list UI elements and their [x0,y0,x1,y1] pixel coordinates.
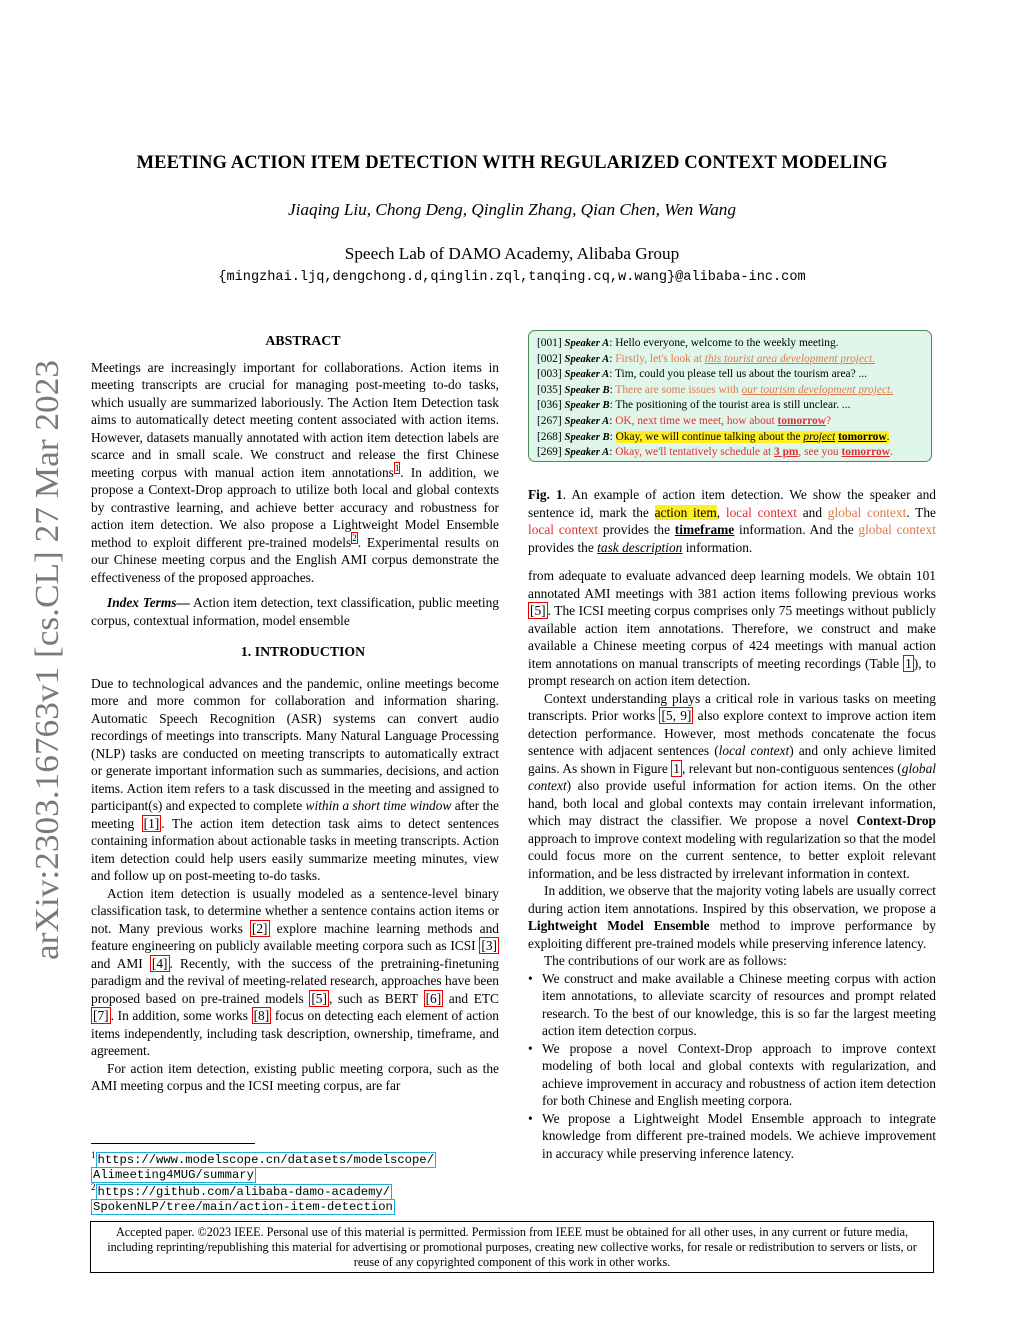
intro-heading: 1. INTRODUCTION [240,644,366,659]
citation[interactable]: [1] [143,815,160,831]
arxiv-id: arXiv:2303.16763v1 [cs.CL] 27 Mar 2023 [29,382,66,960]
citation[interactable]: [8] [253,1008,270,1023]
intro-para-2: Action item detection is usually modeled as a sentence-level binary classification task, to determine whether a sentence contains action items or not. Many previous works [2] explore machine learning methods and feature engineering on publicly available meeting corpora such as ICSI [3] and AMI [4] . Recently, with the success of the pretraining-finetuning paradigm and the revival of meeting-related research, approaches have been proposed based on pre-trained models [5] , such as BERT [6] and ETC [7] . In addition, some works [8] focus on detecting each element of action items independently, including task description, ownership, timeframe, and agreement. [91,885,499,1058]
right-para-3: In addition, we observe that the majority voting labels are usually correct during action item annotations. Inspired by this observation, we propose a Lightweight Model Ensemble method to improve performance by exploiting different pre-trained models while preserving inference latency. [528,883,936,951]
right-para-1: from adequate to evaluate advanced deep learning models. We obtain 101 annotated AMI meetings with 381 action items following previous works [5] . The ICSI meeting corpus comprises only 75 meetings without publicly available action item annotations. Therefore, we construct and make available a Chinese meeting corpus of 424 meetings with manual action item annotations on manual transcripts of meeting recordings (Table 1 ), to prompt research on action item detection. [528,568,937,688]
author-emails: {mingzhai.ljq,dengchong.d,qinglin.zql,tanqing.cq,w.wang}@alibaba-inc.com [218,270,806,285]
figure-ref[interactable]: 1 [673,760,680,776]
ieee-copyright-notice: Accepted paper. ©2023 IEEE. Personal use of this material is permitted. Permission from IEEE must be obtained for all other uses, in any current or future media, including reprinting/republishing this material for advertising or promotional purposes, creating new collective works, for resale or redistribution to servers or lists, or reuse of any copyrighted component of this work in other works. [90,1221,934,1273]
footnote-2-link[interactable]: https://github.com/alibaba-damo-academy/ [97,1185,391,1200]
left-column [91,332,499,1095]
footnote-1-link-cont[interactable]: Alimeeting4MUG/summary [93,1168,254,1183]
citation[interactable]: [6] [425,990,442,1006]
intro-para-3: For action item detection, existing public meeting corpora, such as the AMI meeting corpus and the ICSI meeting corpus, are far [91,1060,499,1093]
index-terms: Index Terms— Action item detection, text classification, public meeting corpus, contextual information, model ensemble [91,595,500,628]
paper-title: MEETING ACTION ITEM DETECTION WITH REGULARIZED CONTEXT MODELING [136,152,888,173]
transcript-line: [267] Speaker A: OK, next time we meet, how about tomorrow? [537,414,832,427]
arxiv-stamp [18,355,74,965]
footnote-2-link-cont[interactable]: SpokenNLP/tree/main/action-item-detection [93,1200,393,1215]
contribution-bullet: • We propose a Lightweight Model Ensemble approach to integrate knowledge from different pre-trained models. We achieve improvement in accuracy while preserving inference latency. [528,1110,936,1161]
transcript-line-action-item: [268] Speaker B: Okay, we will continue talking about the project tomorrow. [537,430,890,443]
citation[interactable]: [4] [151,955,168,971]
figure-1-caption: Fig. 1. An example of action item detection. We show the speaker and sentence id, mark the action item, local context and global context. The local context provides the timeframe information. And the global context provides the task description information. [528,487,936,555]
contributions-intro: The contributions of our work are as follows: [544,953,787,968]
contribution-bullet: • We propose a novel Context-Drop approach to improve context modeling of both local and global contexts with regularization, and achieve improvement in accuracy and robustness of action item detection for both Chinese and English meeting corpora. [528,1040,936,1108]
footnote-1: $^1$ https://www.modelscope.cn/datasets/modelscope/ Alimeeting4MUG/summary [91,1150,434,1183]
footnote-ref-1[interactable]: 1 [394,463,400,474]
intro-para-1: Due to technological advances and the pandemic, online meetings become more and more common for collaboration and information sharing. Automatic Speech Recognition (ASR) systems can convert audio recordings of meetings into transcripts. Many Natural Language Processing (NLP) tasks are conducted on meeting transcripts to automatically extract or generate important information such as summaries, decisions, and action items. Action item refers to a task discussed in the meeting and assigned to participant(s) and expected to complete within a short time window after the meeting [1] . The action item detection task aims to detect sentences containing information about actionable tasks in meeting transcripts. Action item detection could help users easily summarize meeting minutes, view and follow up on post-meeting to-do tasks. [91,675,499,883]
citation[interactable]: [5] [530,603,546,618]
transcript-line: [269] Speaker A: Okay, we'll tentatively schedule at 3 pm, see you tomorrow. [537,446,893,459]
contribution-bullet: • We construct and make available a Chinese meeting corpus with action item annotations, to alleviate scarcity of resources and prompt related research. To the best of our knowledge, this is so far the largest meeting action item detection corpus. [528,970,936,1038]
footnote-2: $^2$ https://github.com/alibaba-damo-academy/ SpokenNLP/tree/main/action-item-detection [91,1182,393,1215]
author-list: Jiaqing Liu, Chong Deng, Qinglin Zhang, Qian Chen, Wen Wang [288,200,736,219]
citation[interactable]: [3] [481,938,497,953]
citation[interactable]: [5, 9] [661,708,692,723]
abstract-text: Meetings are increasingly important for collaborations. Action items in meeting transcripts are crucial for managing post-meeting to-do tasks, which usually are summarized laboriously. The Action Item Detection task aims to automatically detect meeting content associated with action items. However, datasets manually annotated with action item detection labels are scarce and in small scale. We construct and release the first Chinese meeting corpus with manual action item annotations$^1$. In addition, we propose a Context-Drop approach to utilize both local and global contexts by contrastive learning, and achieve better accuracy and robustness for action item detection. We also propose a Lightweight Model Ensemble method to exploit different pre-trained models$^2$. Experimental results on our Chinese meeting corpus and the English AMI corpus demonstrate the effectiveness of the proposed approaches. [91,359,500,585]
citation[interactable]: [5] [311,990,327,1006]
abstract-heading: ABSTRACT [265,333,341,348]
right-para-2: Context understanding plays a critical role in various tasks on meeting transcripts. Prior works [5, 9] also explore context to improve action item detection performance. However, most methods concatenate the focus sentence with adjacent sentences (local context) and only achieve limited gains. As shown in Figure 1 , relevant but non-contiguous sentences (global context) also provide useful information for action items. On the other hand, both local and global contexts may contain irrelevant information, which may distract the classifier. We propose a novel Context-Drop approach to improve context modeling with regularization so that the model could focus more on the current sentence, to better exploit relevant information, and be less distracted by irrelevant information in context. [528,690,936,881]
citation[interactable]: [7] [93,1008,109,1023]
transcript-line: [002] Speaker A: Firstly, let's look at this tourist area development project. [537,352,876,365]
table-ref[interactable]: 1 [905,655,912,671]
transcript-line: [036] Speaker B: The positioning of the tourist area is still unclear. ... [537,399,851,412]
transcript-line: [001] Speaker A: Hello everyone, welcome to the weekly meeting. [537,337,839,349]
citation[interactable]: [2] [251,920,268,936]
footnote-rule [91,1143,255,1144]
right-column [528,486,936,1162]
footnote-ref-2[interactable]: 2 [352,533,357,544]
footnote-1-link[interactable]: https://www.modelscope.cn/datasets/modelscope/ [97,1153,434,1168]
transcript-line: [035] Speaker B: There are some issues with our tourism development project. [537,383,894,396]
figure-1-transcript [528,330,932,462]
affiliation: Speech Lab of DAMO Academy, Alibaba Group [344,244,680,263]
transcript-line: [003] Speaker A: Tim, could you please tell us about the tourism area? ... [537,368,868,381]
